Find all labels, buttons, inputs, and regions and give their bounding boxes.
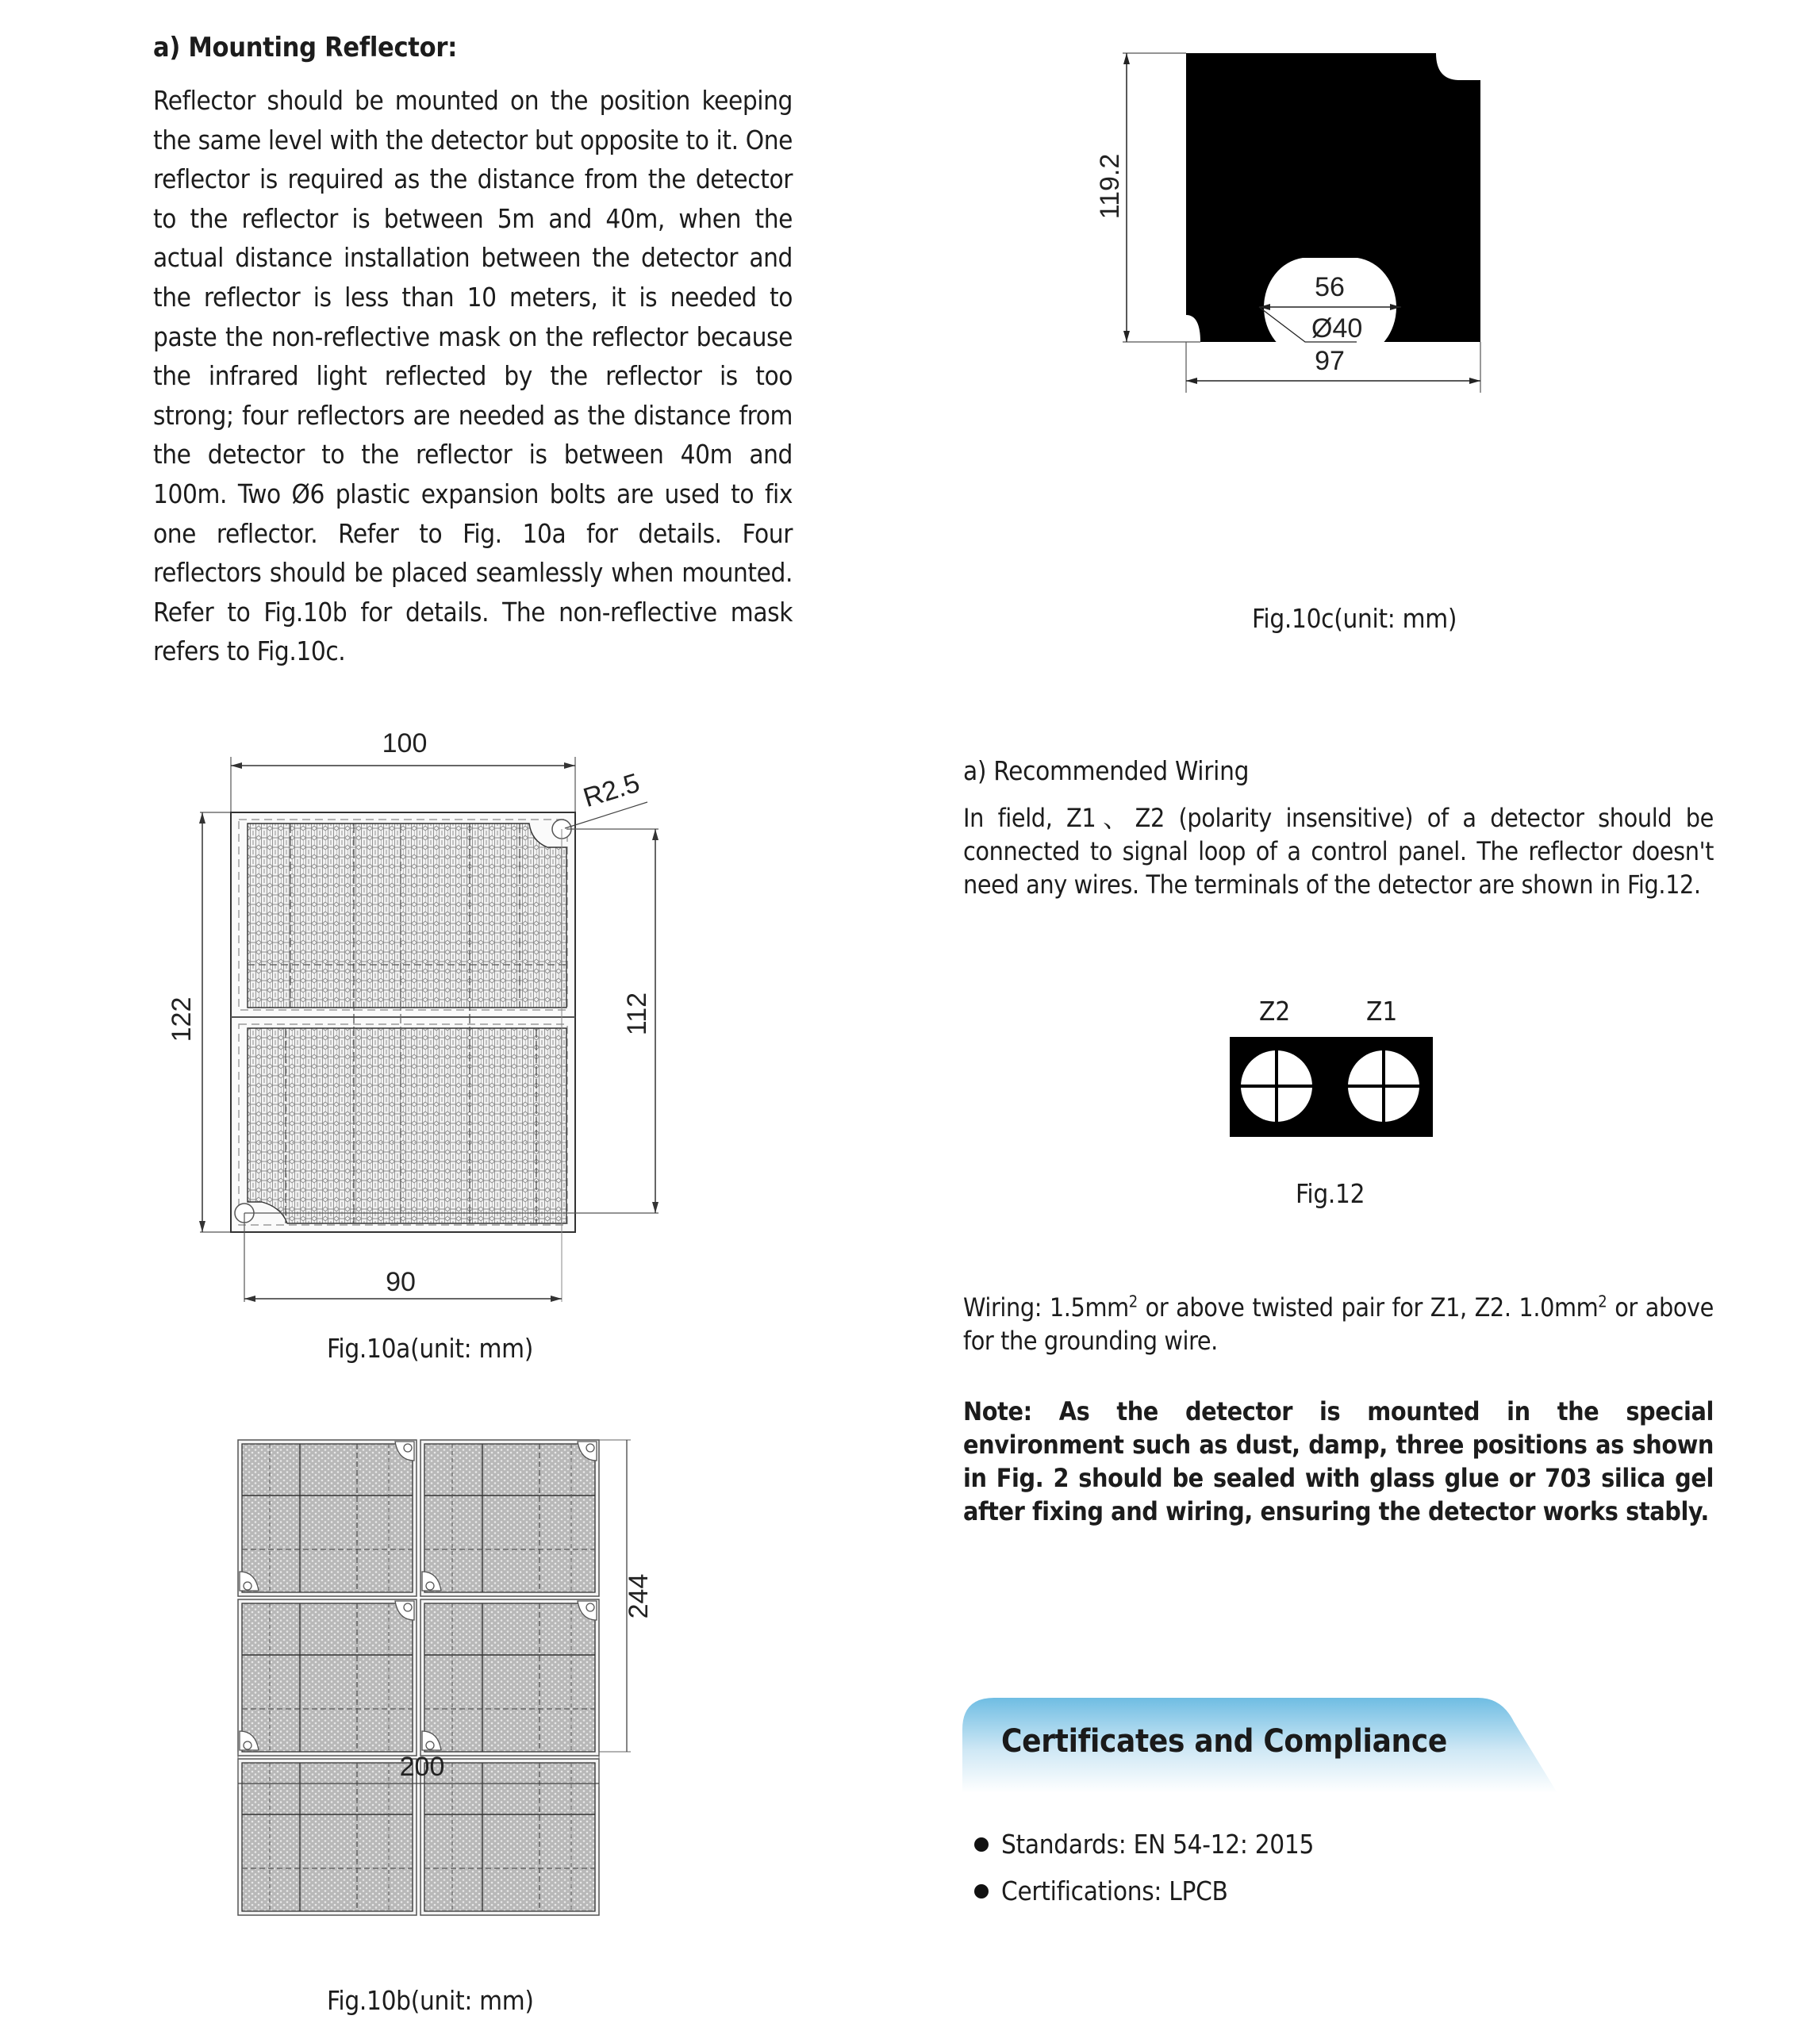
terminal-screw-z1 [1348, 1050, 1419, 1122]
dim-slot-diameter-label: Ø40 [1311, 313, 1363, 344]
dim-mask-height-label: 119.2 [1095, 153, 1125, 220]
superscript: 2 [1598, 1292, 1607, 1311]
certificates-list [974, 1821, 1314, 1914]
certificate-item [974, 1868, 1314, 1914]
certificates-title: Certificates and Compliance [1001, 1723, 1448, 1760]
dim-height-label: 122 [167, 996, 197, 1042]
certificate-item-text: Certifications: LPCB [1001, 1876, 1228, 1906]
fig10c-drawing [1079, 32, 1587, 587]
reflector-tile [231, 812, 575, 1232]
dim-mask-width-label: 97 [1315, 346, 1345, 376]
certificate-item [974, 1821, 1314, 1868]
dim-width-line [231, 757, 575, 812]
dim-slot-length-label: 56 [1315, 272, 1345, 302]
bullet-icon [974, 1837, 989, 1852]
fig10c-caption: Fig.10c(unit: mm) [1252, 603, 1457, 634]
dim-hole-vertical-label: 112 [622, 992, 652, 1036]
terminal-block [1230, 1037, 1433, 1137]
wiring-spec [963, 1291, 1714, 1357]
dim-hole-horizontal-label: 90 [386, 1267, 416, 1297]
dim-radius-label: R2.5 [579, 767, 643, 814]
dim-array-height-label: 244 [624, 1573, 654, 1619]
wiring-paragraph: In field, Z1、Z2 (polarity insensitive) of a detector should be connected to signal loop of a control panel. The reflector doesn't need any wires. The terminals of the detector are shown in Fig.12. [963, 803, 1714, 900]
mounting-reflector-heading: a) Mounting Reflector: [153, 32, 458, 63]
fig12-caption: Fig.12 [1296, 1178, 1365, 1209]
mounting-reflector-paragraph: Reflector should be mounted on the position keeping the same level with the detector but opposite to it. One reflector is required as the distance from the detector to the reflector is between 5m and 40m, when the actual distance installation between the detector and the reflector is less than 10 meters, it is needed to paste the non-reflective mask on the reflector because the infrared light reflected by the reflector is too strong; four reflectors are needed as the distance from the detector to the reflector is between 40m and 100m. Two Ø6 plastic expansion bolts are used to fix one reflector. Refer to Fig. 10a for details. Four reflectors should be placed seamlessly when mounted. Refer to Fig.10b for details. The non-reflective mask refers to Fig.10c. [153, 85, 793, 667]
dim-array-width-label: 200 [399, 1752, 445, 1782]
terminal-label-z1: Z1 [1366, 996, 1398, 1027]
terminal-label-z2: Z2 [1259, 996, 1291, 1027]
terminal-screw-z2 [1241, 1050, 1312, 1122]
dim-width-label: 100 [382, 728, 428, 758]
superscript: 2 [1128, 1292, 1138, 1311]
wiring-spec-text: or above twisted pair for Z1, Z2. 1.0mm [1137, 1292, 1599, 1323]
fig10a-drawing [159, 714, 698, 1365]
fig10a-caption: Fig.10a(unit: mm) [327, 1333, 534, 1364]
fig10b-caption: Fig.10b(unit: mm) [327, 1985, 534, 2016]
installation-note: Note: As the detector is mounted in the special environment such as dust, damp, three positions as shown in Fig. 2 should be sealed with glass glue or 703 silica gel after fixing and wiring, ensuring the detector works stably. [963, 1396, 1714, 1526]
bullet-icon [974, 1884, 989, 1899]
wiring-spec-text: Wiring: 1.5mm [963, 1292, 1129, 1323]
reflector-array [238, 1440, 599, 1915]
wiring-heading: a) Recommended Wiring [963, 755, 1250, 786]
dim-height-line [199, 812, 231, 1232]
fig10b-drawing [222, 1428, 682, 1952]
certificate-item-text: Standards: EN 54-12: 2015 [1001, 1829, 1315, 1860]
wiring-spec-text: or above for the grounding wire. [963, 1292, 1714, 1356]
